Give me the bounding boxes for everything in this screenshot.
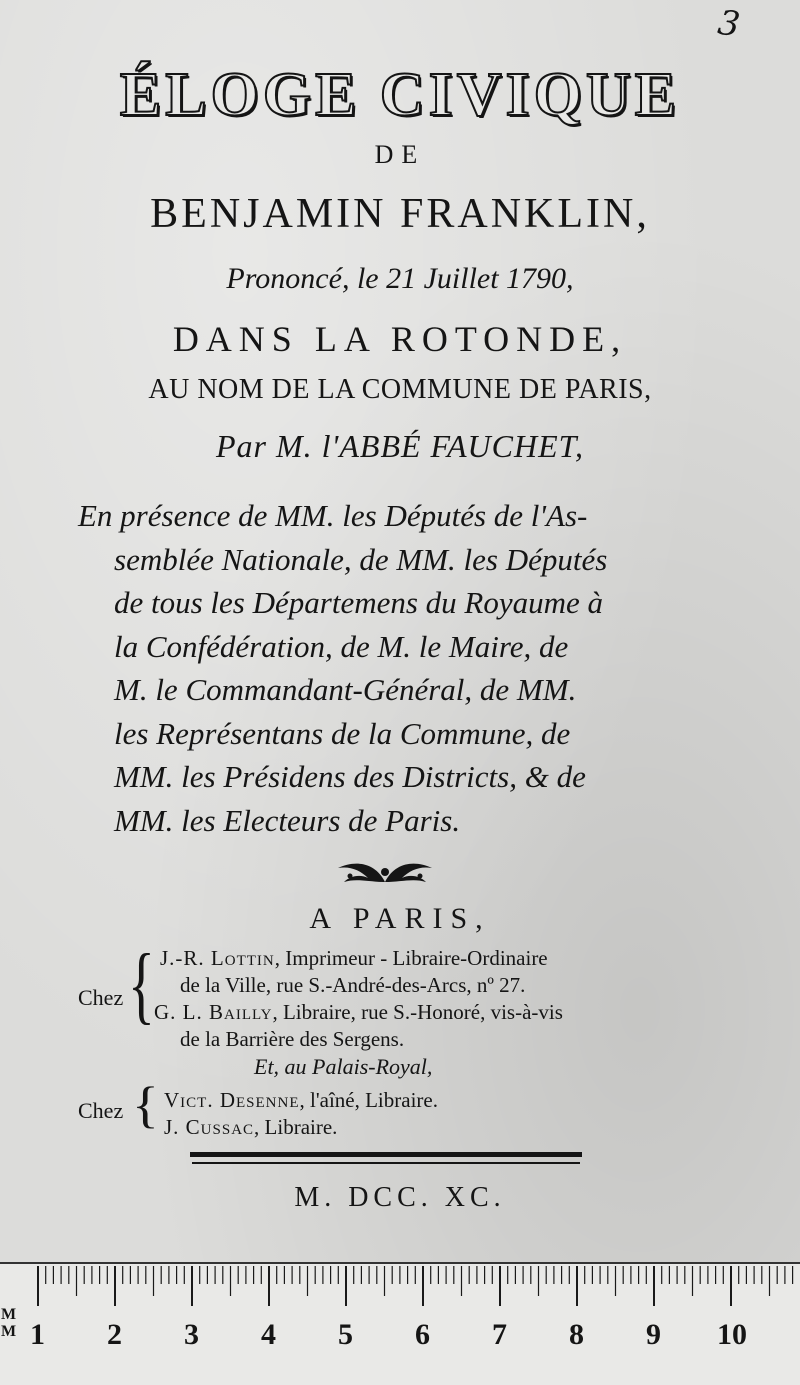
subject-name: BENJAMIN FRANKLIN, [150, 191, 650, 237]
ruler-number: 9 [646, 1318, 661, 1351]
chez-label: Chez [78, 985, 124, 1010]
publisher-line: G. L. Bailly, Libraire, rue S.-Honoré, vis-à-vis [154, 1000, 563, 1024]
decorative-rule [192, 1162, 580, 1164]
publisher-line: J. Cussac, Libraire. [164, 1115, 338, 1139]
ruler-number: 10 [717, 1318, 747, 1351]
brace-icon: { [132, 1077, 159, 1134]
place-of-publication: A PARIS, [309, 902, 491, 935]
publisher-line: J.-R. Lottin, Imprimeur - Libraire-Ordinaire [160, 946, 548, 970]
ruler-ticks [0, 1264, 800, 1324]
audience-line: les Représentans de la Commune, de [114, 715, 571, 751]
ruler-number: 1 [30, 1318, 45, 1351]
ruler-number: 4 [261, 1318, 276, 1351]
publisher-line: de la Ville, rue S.-André-des-Arcs, nº 27. [180, 973, 526, 997]
commune-line: AU NOM DE LA COMMUNE DE PARIS, [148, 374, 652, 405]
venue-line: DANS LA ROTONDE, [172, 319, 628, 359]
palais-royal-line: Et, au Palais-Royal, [254, 1054, 433, 1079]
audience-paragraph [78, 494, 698, 842]
publisher-line: de la Barrière des Sergens. [180, 1027, 405, 1051]
audience-line: de tous les Départemens du Royaume à [114, 585, 604, 620]
audience-line: MM. les Electeurs de Paris. [114, 802, 461, 838]
document-title: ÉLOGE CIVIQUE [119, 61, 681, 129]
measurement-ruler [0, 1262, 800, 1385]
publication-year: M. DCC. XC. [294, 1182, 506, 1213]
audience-line: M. le Commandant-Général, de MM. [114, 672, 577, 707]
ruler-unit-label: MM [0, 1306, 17, 1340]
delivery-date-line: Prononcé, le 21 Juillet 1790, [226, 262, 574, 295]
audience-line: En présence de MM. les Députés de l'As- [78, 498, 588, 533]
audience-line: MM. les Présidens des Districts, & de [114, 759, 586, 794]
fleuron-ornament-icon [330, 852, 440, 892]
ruler-number: 5 [338, 1318, 353, 1351]
brace-icon: { [128, 937, 155, 1034]
publisher-line: Vict. Desenne, l'aîné, Libraire. [164, 1088, 438, 1112]
title-preposition: DE [374, 140, 426, 169]
audience-line: la Confédération, de M. le Maire, de [114, 628, 569, 664]
ruler-number: 7 [492, 1318, 507, 1351]
ruler-number: 2 [107, 1318, 122, 1351]
author-line: Par M. l'ABBÉ FAUCHET, [215, 428, 585, 464]
page-number: 3 [715, 2, 743, 46]
decorative-rule [190, 1152, 582, 1157]
ruler-number: 3 [184, 1318, 199, 1351]
ruler-number: 8 [569, 1318, 584, 1351]
chez-label: Chez [78, 1098, 124, 1123]
audience-line: semblée Nationale, de MM. les Députés [114, 541, 608, 577]
ruler-number: 6 [415, 1318, 430, 1351]
